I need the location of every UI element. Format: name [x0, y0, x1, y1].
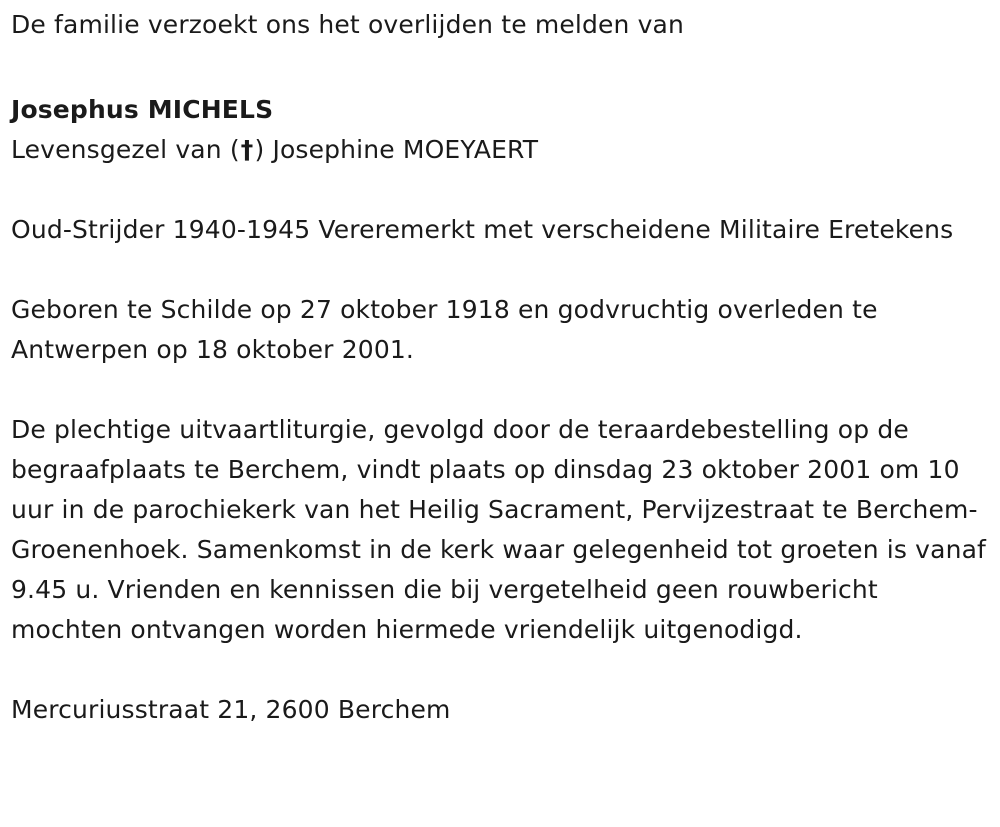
partner-line — [11, 130, 986, 170]
veteran-text: Oud-Strijder 1940-1945 Vereremerkt met verscheidene Militaire Eretekens — [11, 215, 954, 244]
partner-prefix: Levensgezel van ( — [11, 135, 240, 164]
birth-death-text: Geboren te Schilde op 27 oktober 1918 en godvruchtig overleden te Antwerpen op 18 oktober 2001. — [11, 295, 878, 364]
cross-icon: † — [240, 135, 254, 164]
spacer — [11, 250, 986, 290]
intro-text: De familie verzoekt ons het overlijden te melden van — [11, 10, 685, 39]
spacer — [11, 370, 986, 410]
funeral-text: De plechtige uitvaartliturgie, gevolgd door de teraardebestelling op de begraafplaats te Berchem, vindt plaats op dinsdag 23 oktober 2001 om 10 uur in de parochiekerk van het Heilig Sacrament, Pervijzestraat te Berchem-Groenenhoek. Samenkomst in de kerk waar gelegenheid tot groeten is vanaf 9.45 u. Vrienden en kennissen die bij vergetelheid geen rouwbericht mochten ontvangen worden hiermede vriendelijk uitgenodigd. — [11, 415, 986, 644]
spacer — [11, 170, 986, 210]
address-text: Mercuriusstraat 21, 2600 Berchem — [11, 695, 451, 724]
spacer — [11, 45, 986, 85]
partner-suffix: ) Josephine MOEYAERT — [254, 135, 539, 164]
death-notice — [11, 5, 986, 730]
deceased-name: Josephus MICHELS — [11, 95, 274, 124]
spacer — [11, 650, 986, 690]
